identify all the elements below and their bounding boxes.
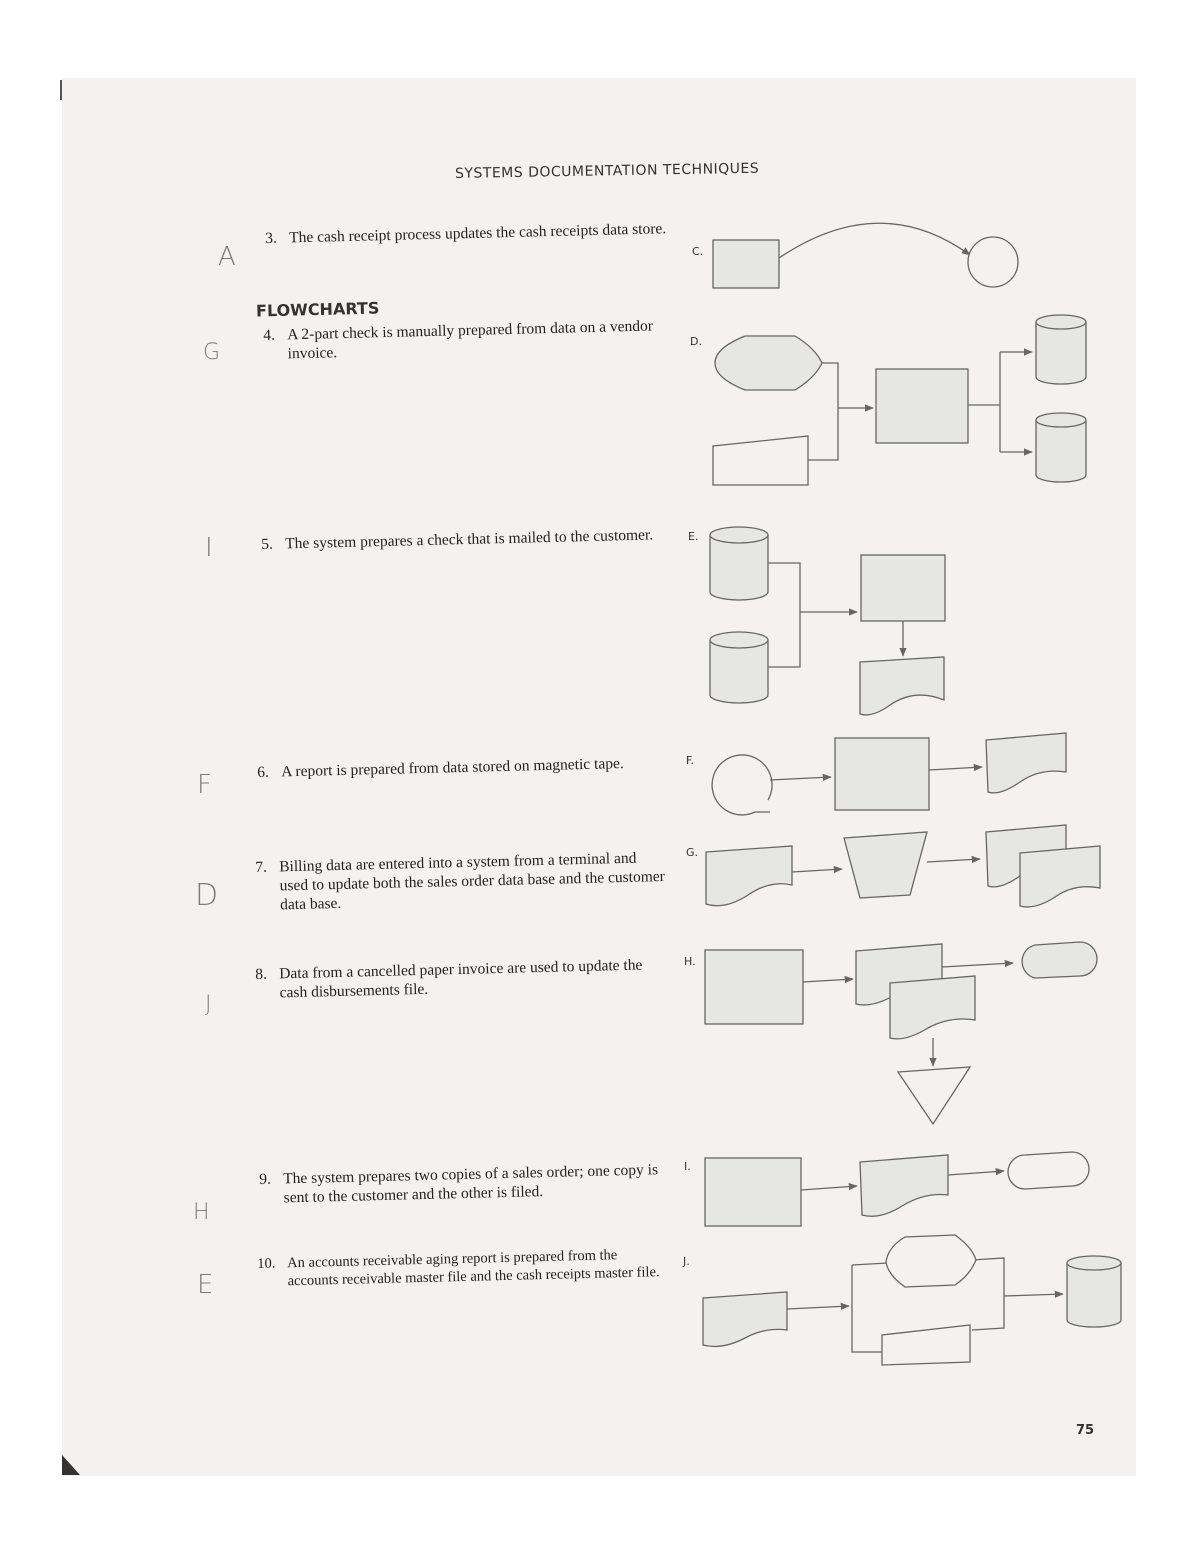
manual-input-symbol [713, 436, 808, 485]
flow-line [808, 363, 838, 460]
question-text: The system prepares two copies of a sales order; one copy is sent to the customer and the other is filed. [283, 1161, 659, 1207]
manual-input-symbol [882, 1325, 970, 1365]
terminal-symbol [1022, 942, 1097, 978]
diagram-j [703, 1235, 1121, 1365]
flow-arrow [942, 963, 1013, 967]
diagram-label-c: C. [692, 245, 704, 258]
answer-4: G [203, 340, 221, 365]
document-symbol [860, 1155, 948, 1216]
disk-symbol [1036, 420, 1086, 482]
flow-arrow [787, 1306, 849, 1309]
answer-3: A [218, 242, 236, 272]
document-symbol [986, 733, 1066, 793]
flow-arrow [1000, 352, 1032, 452]
question-number: 7. [255, 858, 268, 876]
disk-symbol [1067, 1263, 1121, 1327]
diagram-h [705, 942, 1097, 1124]
disk-top [1036, 315, 1086, 329]
answer-7: D [195, 878, 219, 913]
diagram-label-j: J. [683, 1255, 690, 1268]
display-symbol [715, 336, 822, 390]
magnetic-tape-symbol [712, 755, 772, 815]
process-box [713, 240, 779, 288]
disk-top [710, 527, 768, 543]
question-number: 4. [263, 326, 276, 344]
process-box [705, 950, 803, 1024]
manual-operation-symbol [844, 832, 927, 898]
process-box [835, 738, 929, 810]
diagram-label-f: F. [686, 754, 695, 767]
disk-symbol [710, 640, 768, 703]
question-number: 10. [257, 1255, 276, 1272]
process-box [861, 555, 945, 621]
question-number: 8. [255, 965, 268, 983]
offline-storage-symbol [898, 1067, 970, 1124]
document-symbol [890, 976, 975, 1039]
question-text: A 2-part check is manually prepared from data on a vendor invoice. [287, 317, 654, 363]
page-header: SYSTEMS DOCUMENTATION TECHNIQUES [454, 160, 760, 182]
display-symbol [886, 1235, 976, 1287]
flow-arrow [770, 777, 831, 780]
connector-circle [968, 237, 1018, 287]
diagram-label-d: D. [690, 335, 702, 348]
disk-top [1067, 1256, 1121, 1270]
disk-symbol [710, 535, 768, 600]
diagram-label-g: G. [686, 846, 699, 859]
question-number: 3. [265, 229, 278, 247]
disk-symbol [1036, 322, 1086, 384]
disk-top [1036, 413, 1086, 427]
question-text: Data from a cancelled paper invoice are used to update the cash disbursements file. [279, 956, 643, 1002]
question-number: 5. [261, 535, 274, 553]
flow-line [768, 563, 800, 667]
terminal-symbol [1008, 1152, 1089, 1189]
diagram-e [710, 527, 945, 715]
diagram-label-h: H. [684, 955, 696, 968]
diagram-g [706, 825, 1100, 907]
answer-6: F [197, 770, 212, 800]
question-text: The system prepares a check that is mailed to the customer. [285, 526, 654, 553]
question-number: 9. [259, 1170, 272, 1188]
flow-arrow [779, 223, 970, 258]
diagram-i [705, 1152, 1089, 1226]
question-text: A report is prepared from data stored on magnetic tape. [281, 755, 624, 781]
question-text: An accounts receivable aging report is prepared from the accounts receivable master file and the cash receipts master file. [287, 1247, 660, 1290]
diagram-label-e: E. [688, 530, 699, 543]
disk-top [710, 632, 768, 648]
diagram-f [712, 733, 1066, 815]
answer-5: I [205, 533, 213, 563]
flow-arrow [801, 1186, 857, 1190]
flow-arrow [929, 767, 982, 770]
document-symbol [1020, 846, 1100, 907]
process-box [705, 1158, 801, 1226]
question-text: Billing data are entered into a system from a terminal and used to update both the sales order data base and the customer data base. [279, 849, 666, 914]
flow-arrow [803, 979, 853, 982]
flow-arrow [792, 869, 842, 872]
answer-9: H [193, 1200, 210, 1225]
flow-arrow [1004, 1294, 1063, 1296]
question-number: 6. [257, 763, 270, 781]
section-title: FLOWCHARTS [255, 298, 380, 321]
diagram-c [713, 223, 1018, 288]
process-box [876, 369, 968, 443]
answer-10: E [197, 1270, 214, 1300]
page-number: 75 [1076, 1423, 1095, 1438]
answer-8: J [205, 992, 212, 1017]
question-text: The cash receipt process updates the cash receipts data store. [289, 220, 667, 247]
diagram-d [713, 315, 1086, 485]
document-symbol [706, 846, 792, 906]
flow-arrow [948, 1171, 1004, 1175]
document-symbol [860, 657, 944, 715]
flow-arrow [927, 859, 980, 862]
diagram-label-i: I. [684, 1160, 691, 1173]
document-symbol [703, 1292, 787, 1346]
